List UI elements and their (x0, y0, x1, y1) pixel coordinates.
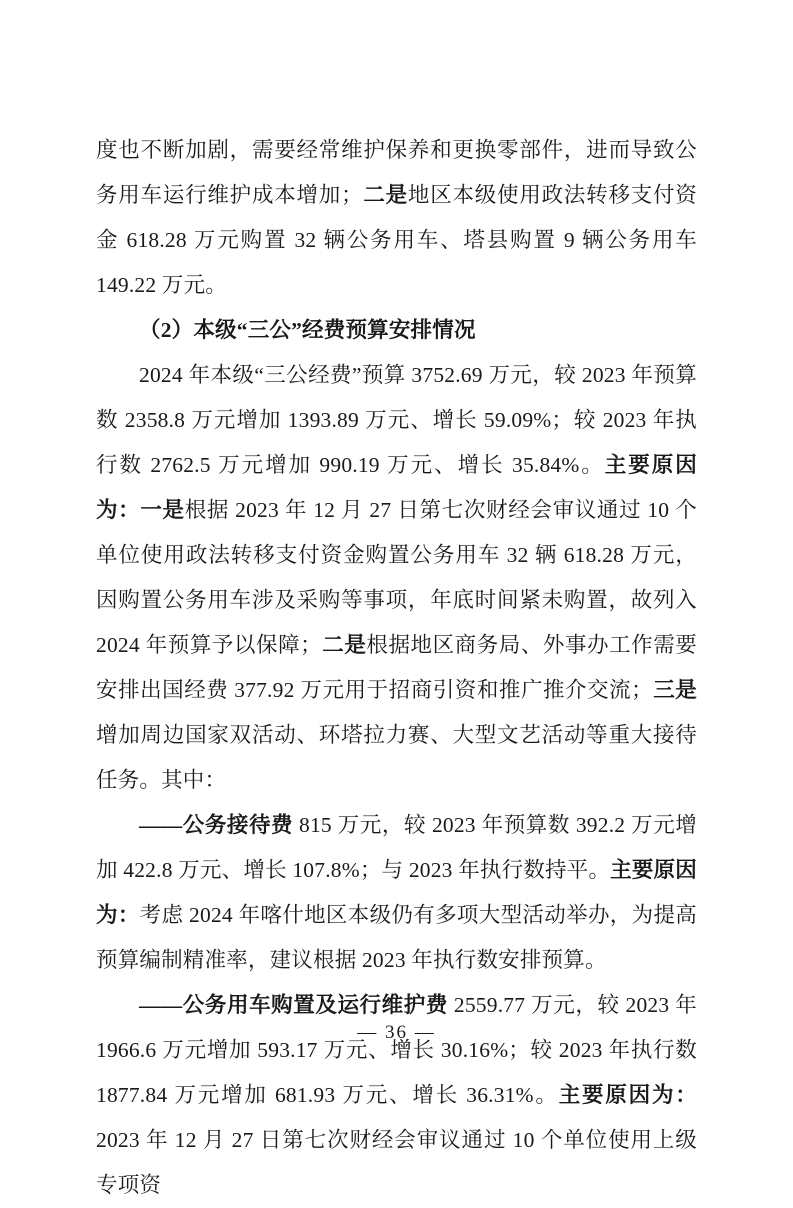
text-run: 2024 年本级“三公经费”预算 3752.69 万元，较 2023 年预算数 2358.8 万元增加 1393.89 万元、增长 59.09%；较 2023 年执行数 2762.5 万元增加 990.19 万元、增长 35.84%。 (96, 363, 697, 477)
text-run: 2559.77 万元，较 2023 年 1966.6 万元增加 593.17 万元、增长 30.16%；较 2023 年执行数 1877.84 万元增加 681.93 万元、增长 36.31%。 (96, 993, 697, 1107)
section-heading (96, 308, 697, 353)
text-run-bold: 主要原因为：一是 (96, 453, 697, 522)
text-run: 根据地区商务局、外事办工作需要安排出国经费 377.92 万元用于招商引资和推广推介交流； (96, 633, 697, 702)
paragraph-continued (96, 128, 697, 308)
text-run: 815 万元，较 2023 年预算数 392.2 万元增加 422.8 万元、增长 107.8%；与 2023 年执行数持平。 (96, 813, 697, 882)
text-run: 根据 2023 年 12 月 27 日第七次财经会审议通过 10 个单位使用政法转移支付资金购置公务用车 32 辆 618.28 万元，因购置公务用车涉及采购等事项，年底时间紧未购置，故列入 2024 年预算予以保障； (96, 498, 697, 657)
text-run-bold: ——公务接待费 (139, 813, 294, 837)
text-run: 考虑 2024 年喀什地区本级仍有多项大型活动举办，为提高预算编制精准率，建议根据 2023 年执行数安排预算。 (96, 903, 697, 972)
text-run-bold: 三是 (652, 678, 697, 702)
page-number: — 36 — (357, 1022, 436, 1043)
paragraph-budget-overview (96, 353, 697, 803)
text-run-bold: 主要原因为： (558, 1083, 698, 1107)
text-run: 地区本级使用政法转移支付资金 618.28 万元购置 32 辆公务用车、塔县购置 9 辆公务用车 149.22 万元。 (96, 183, 697, 297)
text-run: 度也不断加剧，需要经常维护保养和更换零部件，进而导致公务用车运行维护成本增加； (96, 138, 697, 207)
section-heading-text: （2）本级“三公”经费预算安排情况 (139, 318, 476, 342)
text-run: 增加周边国家双活动、环塔拉力赛、大型文艺活动等重大接待任务。其中： (96, 723, 697, 792)
text-run-bold: 主要原因为： (96, 858, 697, 927)
text-run-bold: ——公务用车购置及运行维护费 (139, 993, 448, 1017)
text-run: 2023 年 12 月 27 日第七次财经会审议通过 10 个单位使用上级专项资 (96, 1128, 697, 1197)
document-body (96, 128, 697, 1208)
text-run-bold: 二是 (321, 633, 367, 657)
paragraph-reception-fee (96, 803, 697, 983)
text-run-bold: 二是 (362, 183, 408, 207)
paragraph-vehicle-fee (96, 983, 697, 1208)
